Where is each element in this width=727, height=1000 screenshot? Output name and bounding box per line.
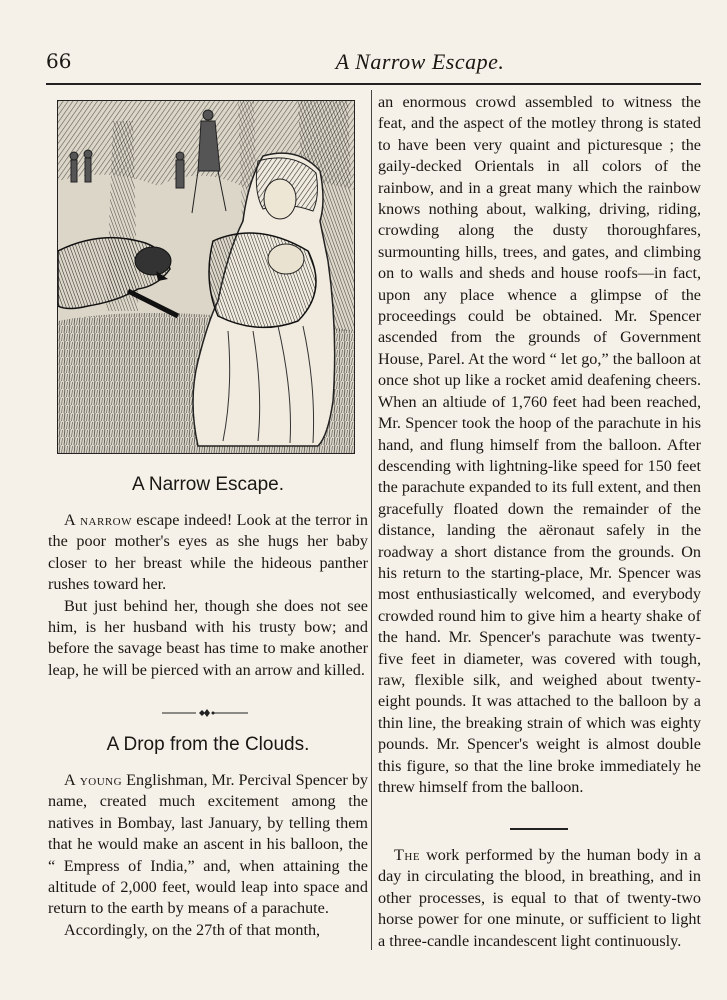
paragraph — [48, 510, 368, 596]
page-number: 66 — [46, 49, 72, 73]
column-divider — [371, 90, 372, 950]
paragraph-continuation: an enormous crowd assembled to witness the feat, and the aspect of the motley throng is stated to have been very quaint and picturesque ; the gaily-decked Orientals in all colors of the rainbow, and in a great many which the rainbow knows nothing about, walking, driving, riding, crowding along the dusty thoroughfares, surmounting hills, trees, and gates, and climbing on to walls and sheds and house roofs—in fact, upon any place whence a glimpse of the proceedings could be obtained. Mr. Spencer ascended from the grounds of Government House, Parel. At the word “ let go,” the balloon at once shot up like a rocket amid deafening cheers. When an altiude of 1,760 feet had been reached, Mr. Spencer took the hoop of the parachute in his hand, and flung himself from the balloon. After descending with lightning-like speed for 150 feet the parachute expanded to its full extent, and then gracefully floated down the remainder of the distance, landing the aëronaut safely in the roadway a short distance from the grounds. On his return to the starting-place, Mr. Spencer was most enthusiastically welcomed, and everybody crowded round him to give him a hearty shake of the hand. Mr. Spencer's parachute was twenty-five feet in diameter, was covered with tough, raw, flexible silk, and weighed about twenty-eight pounds. It was attached to the balloon by a thin line, the breaking strain of which was eighty pounds. Mr. Spencer's weight is almost double this figure, so that the line broke immediately he threw himself from the balloon. — [378, 93, 701, 796]
paragraph: Accordingly, on the 27th of that month, — [64, 920, 321, 939]
paragraph-text: Englishman, Mr. Percival Spencer by name, created much excitement among the natives in Bombay, last January, by telling them that he would make an ascent in his balloon, the “ Empress of India,” and, when attaining the altitude of 2,000 feet, would leap into space and return to the earth by means of a parachute. — [48, 771, 369, 918]
header-rule — [46, 83, 701, 85]
section-narrow-escape-body — [48, 510, 368, 681]
lead-in: The — [394, 846, 421, 864]
section-title-drop-from-clouds: A Drop from the Clouds. — [106, 734, 310, 755]
right-column-body — [378, 92, 701, 798]
engraving-panther-mother-child-icon — [57, 100, 355, 454]
lead-in: A young — [64, 771, 123, 789]
paragraph — [378, 845, 701, 952]
section-rule — [510, 828, 568, 830]
ornament-divider-icon — [162, 706, 248, 720]
paragraph-text: work performed by the human body in a day in circulating the blood, in breathing, and in other processes, is equal to that of twenty-two horse power for one minute, or sufficient to light a three-candle incandescent light continuously. — [378, 846, 701, 950]
section-drop-from-clouds-body — [48, 770, 368, 941]
section-title-narrow-escape: A Narrow Escape. — [131, 474, 285, 495]
paragraph-text: escape indeed! Look at the terror in the poor mother's eyes as she hugs her baby closer to her breast while the hideous panther rushes toward her. — [48, 511, 368, 594]
paragraph: But just behind her, though she does not see him, is her husband with his trusty bow; and before the savage beast has time to make another leap, he will be pierced with an arrow and killed. — [48, 596, 368, 679]
paragraph — [48, 770, 368, 920]
lead-in: A narrow — [64, 511, 132, 529]
section-body-work-performed — [378, 845, 701, 952]
running-title: A Narrow Escape. — [335, 49, 505, 74]
